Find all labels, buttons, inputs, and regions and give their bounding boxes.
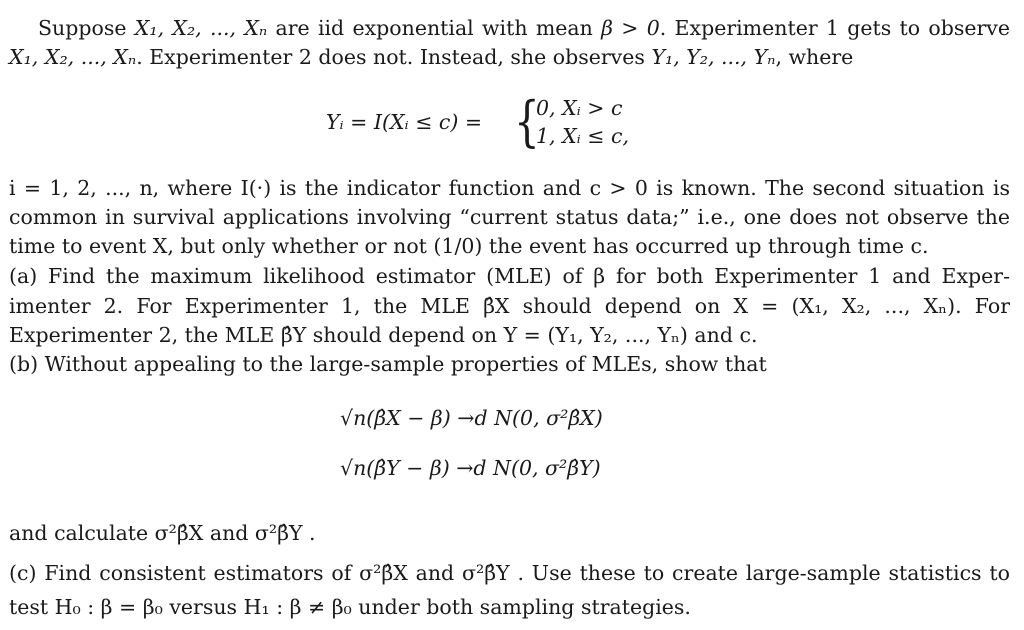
convergence-equation-y: √n(β̂Y − β) →d N(0, σ²β̂Y) — [340, 456, 601, 480]
part-a-line-3: Experimenter 2, the MLE β̂Y should depend on Y = (Y₁, Y₂, ..., Yₙ) and c. — [9, 323, 758, 347]
cases-brace: { — [514, 90, 540, 153]
part-b-line-1: (b) Without appealing to the large-sample properties of MLEs, show that — [9, 352, 767, 376]
part-c-line-1: (c) Find consistent estimators of σ²β̂X and σ²β̂Y . Use these to create large-sample statistics to — [9, 561, 1010, 585]
problem-text-line-1: Suppose X₁, X₂, ..., Xₙ are iid exponential with mean β > 0. Experimenter 1 gets to observe — [38, 16, 1010, 40]
problem-text-line-5: time to event X, but only whether or not (1/0) the event has occurred up through time c. — [9, 234, 929, 258]
indicator-equation-lhs: Yᵢ = I(Xᵢ ≤ c) = — [326, 110, 483, 134]
problem-text-line-2: X₁, X₂, ..., Xₙ. Experimenter 2 does not. Instead, she observes Y₁, Y₂, ..., Yₙ, where — [9, 45, 854, 69]
problem-text-line-3: i = 1, 2, ..., n, where I(·) is the indicator function and c > 0 is known. The second situation is — [9, 176, 1010, 200]
convergence-equation-x: √n(β̂X − β) →d N(0, σ²β̂X) — [340, 406, 603, 430]
part-a-line-1: (a) Find the maximum likelihood estimator (MLE) of β for both Experimenter 1 and Exper- — [9, 264, 1010, 288]
part-c-line-2: test H₀ : β = β₀ versus H₁ : β ≠ β₀ under both sampling strategies. — [9, 595, 691, 619]
part-b-line-2: and calculate σ²β̂X and σ²β̂Y . — [9, 521, 316, 545]
problem-text-line-4: common in survival applications involving “current status data;” i.e., one does not observe the — [9, 205, 1010, 229]
indicator-case-1: 1, Xᵢ ≤ c, — [536, 124, 630, 148]
indicator-case-0: 0, Xᵢ > c — [536, 96, 623, 120]
part-a-line-2: imenter 2. For Experimenter 1, the MLE β̂X should depend on X = (X₁, X₂, ..., Xₙ). For — [9, 294, 1010, 318]
